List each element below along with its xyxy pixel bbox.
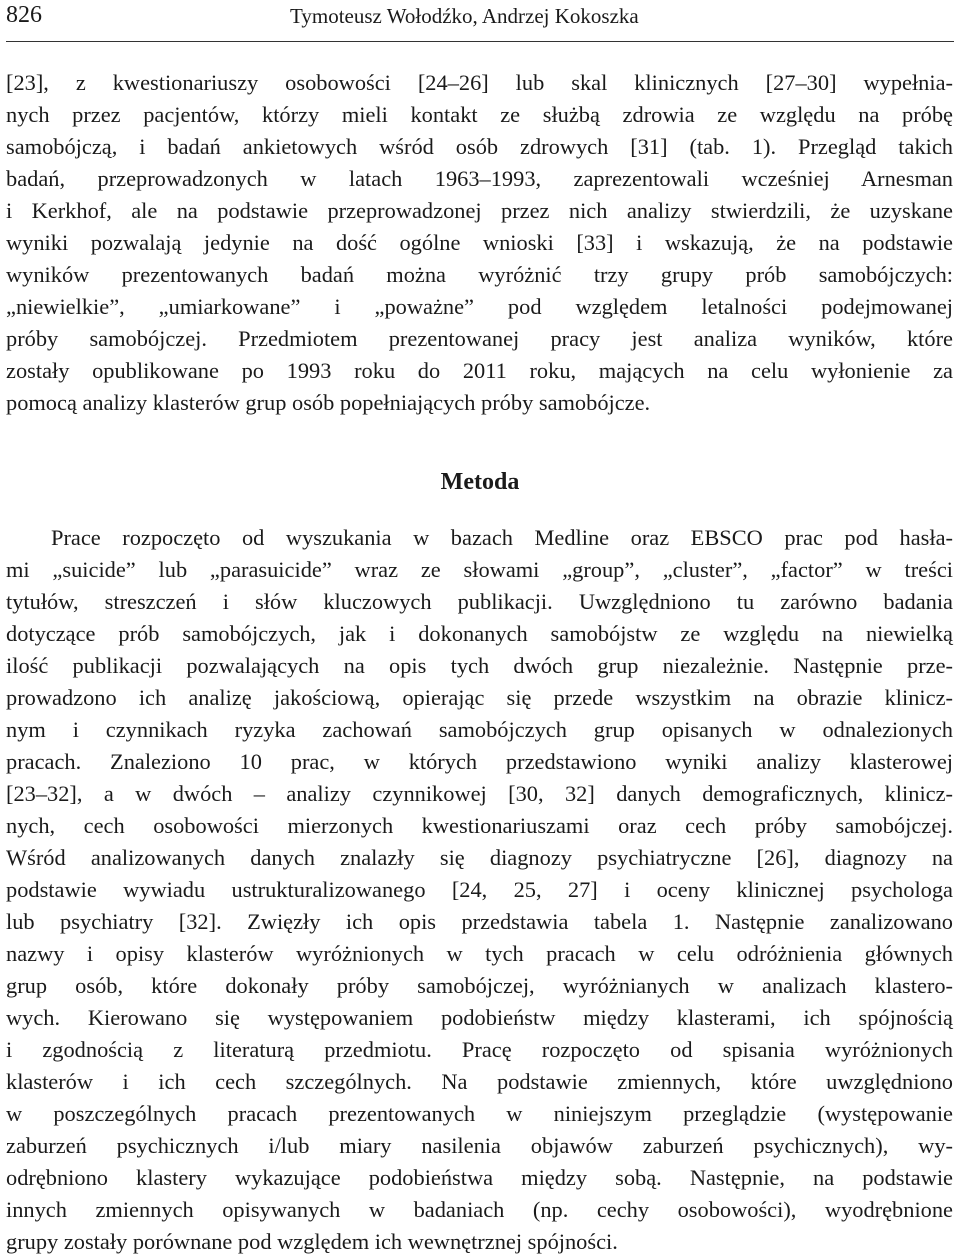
text-line: klasterów i ich cech szczególnych. Na podstawie zmiennych, które uwzględniono: [6, 1069, 953, 1094]
text-line: wych. Kierowano się występowaniem podobieństw między klasterami, ich spójnością: [6, 1005, 953, 1030]
text-line: nych, cech osobowości mierzonych kwestionariuszami oraz cech próby samobójczej.: [6, 813, 953, 838]
page-number: 826: [6, 2, 42, 28]
text-line: nazwy i opisy klasterów wyróżnionych w tych pracach w celu odróżnienia głównych: [6, 941, 953, 966]
text-line: grup osób, które dokonały próby samobójczej, wyróżnianych w analizach klastero-: [6, 973, 953, 998]
text-line: odrębniono klastery wykazujące podobieństwa między sobą. Następnie, na podstawie: [6, 1165, 953, 1190]
text-line: nych przez pacjentów, którzy mieli kontakt ze służbą zdrowia ze względu na próbę: [6, 102, 953, 127]
text-line: wyniki pozwalają jedynie na dość ogólne wnioski [33] i wskazują, że na podstawie: [6, 230, 953, 255]
text-line: ilość publikacji pozwalających na opis tych dwóch grup niezależnie. Następnie prze-: [6, 653, 953, 678]
text-line: innych zmiennych opisywanych w badaniach (np. cechy osobowości), wyodrębnione: [6, 1197, 953, 1222]
text-line: wyników prezentowanych badań można wyróżnić trzy grupy prób samobójczych:: [6, 262, 953, 287]
text-line: Wśród analizowanych danych znalazły się diagnozy psychiatryczne [26], diagnozy na: [6, 845, 953, 870]
text-line: samobójczą, i badań ankietowych wśród osób zdrowych [31] (tab. 1). Przegląd takich: [6, 134, 953, 159]
text-line: mi „suicide” lub „parasuicide” wraz ze słowami „group”, „cluster”, „factor” w treści: [6, 557, 953, 582]
text-line: podstawie wywiadu ustrukturalizowanego [24, 25, 27] i oceny klinicznej psychologa: [6, 877, 953, 902]
text-line: badań, przeprowadzonych w latach 1963–1993, zaprezentowali wcześniej Arnesman: [6, 166, 953, 191]
text-line: Prace rozpoczęto od wyszukania w bazach Medline oraz EBSCO prac pod hasła-: [51, 525, 953, 550]
text-line: pracach. Znaleziono 10 prac, w których przedstawiono wyniki analizy klasterowej: [6, 749, 953, 774]
text-line: „niewielkie”, „umiarkowane” i „poważne” pod względem letalności podejmowanej: [6, 294, 953, 319]
text-line: pomocą analizy klasterów grup osób popełniających próby samobójcze.: [6, 390, 651, 415]
text-line: nym i czynnikach ryzyka zachowań samobójczych grup opisanych w odnalezionych: [6, 717, 953, 742]
text-line: i zgodnością z literaturą przedmiotu. Pracę rozpoczęto od spisania wyróżnionych: [6, 1037, 953, 1062]
section-heading: Metoda: [440, 469, 520, 495]
text-line: próby samobójczej. Przedmiotem prezentowanej pracy jest analiza wyników, które: [6, 326, 953, 351]
text-line: grupy zostały porównane pod względem ich wewnętrznej spójności.: [6, 1229, 618, 1254]
text-line: prowadzono ich analizę jakościową, opierając się przede wszystkim na obrazie klinicz-: [6, 685, 953, 710]
text-line: w poszczególnych pracach prezentowanych w niniejszym przeglądzie (występowanie: [6, 1101, 953, 1126]
page-header: [0, 0, 960, 42]
text-line: [23–32], a w dwóch – analizy czynnikowej [30, 32] danych demograficznych, klinicz-: [6, 781, 953, 806]
text-line: dotyczące prób samobójczych, jak i dokonanych samobójstw ze względu na niewielką: [6, 621, 953, 646]
text-line: [23], z kwestionariuszy osobowości [24–26] lub skal klinicznych [27–30] wypełnia-: [6, 70, 953, 95]
header-rule: [6, 41, 954, 42]
running-head: Tymoteusz Wołodźko, Andrzej Kokoszka: [290, 4, 639, 28]
text-line: lub psychiatry [32]. Zwięzły ich opis przedstawia tabela 1. Następnie zanalizowano: [6, 909, 953, 934]
text-line: tytułów, streszczeń i słów kluczowych publikacji. Uwzględniono tu zarówno badania: [6, 589, 953, 614]
text-line: i Kerkhof, ale na podstawie przeprowadzonej przez nich analizy stwierdzili, że uzyskane: [6, 198, 953, 223]
text-line: zostały opublikowane po 1993 roku do 2011 roku, mających na celu wyłonienie za: [6, 358, 953, 383]
text-line: zaburzeń psychicznych i/lub miary nasilenia objawów zaburzeń psychicznych), wy-: [6, 1133, 953, 1158]
